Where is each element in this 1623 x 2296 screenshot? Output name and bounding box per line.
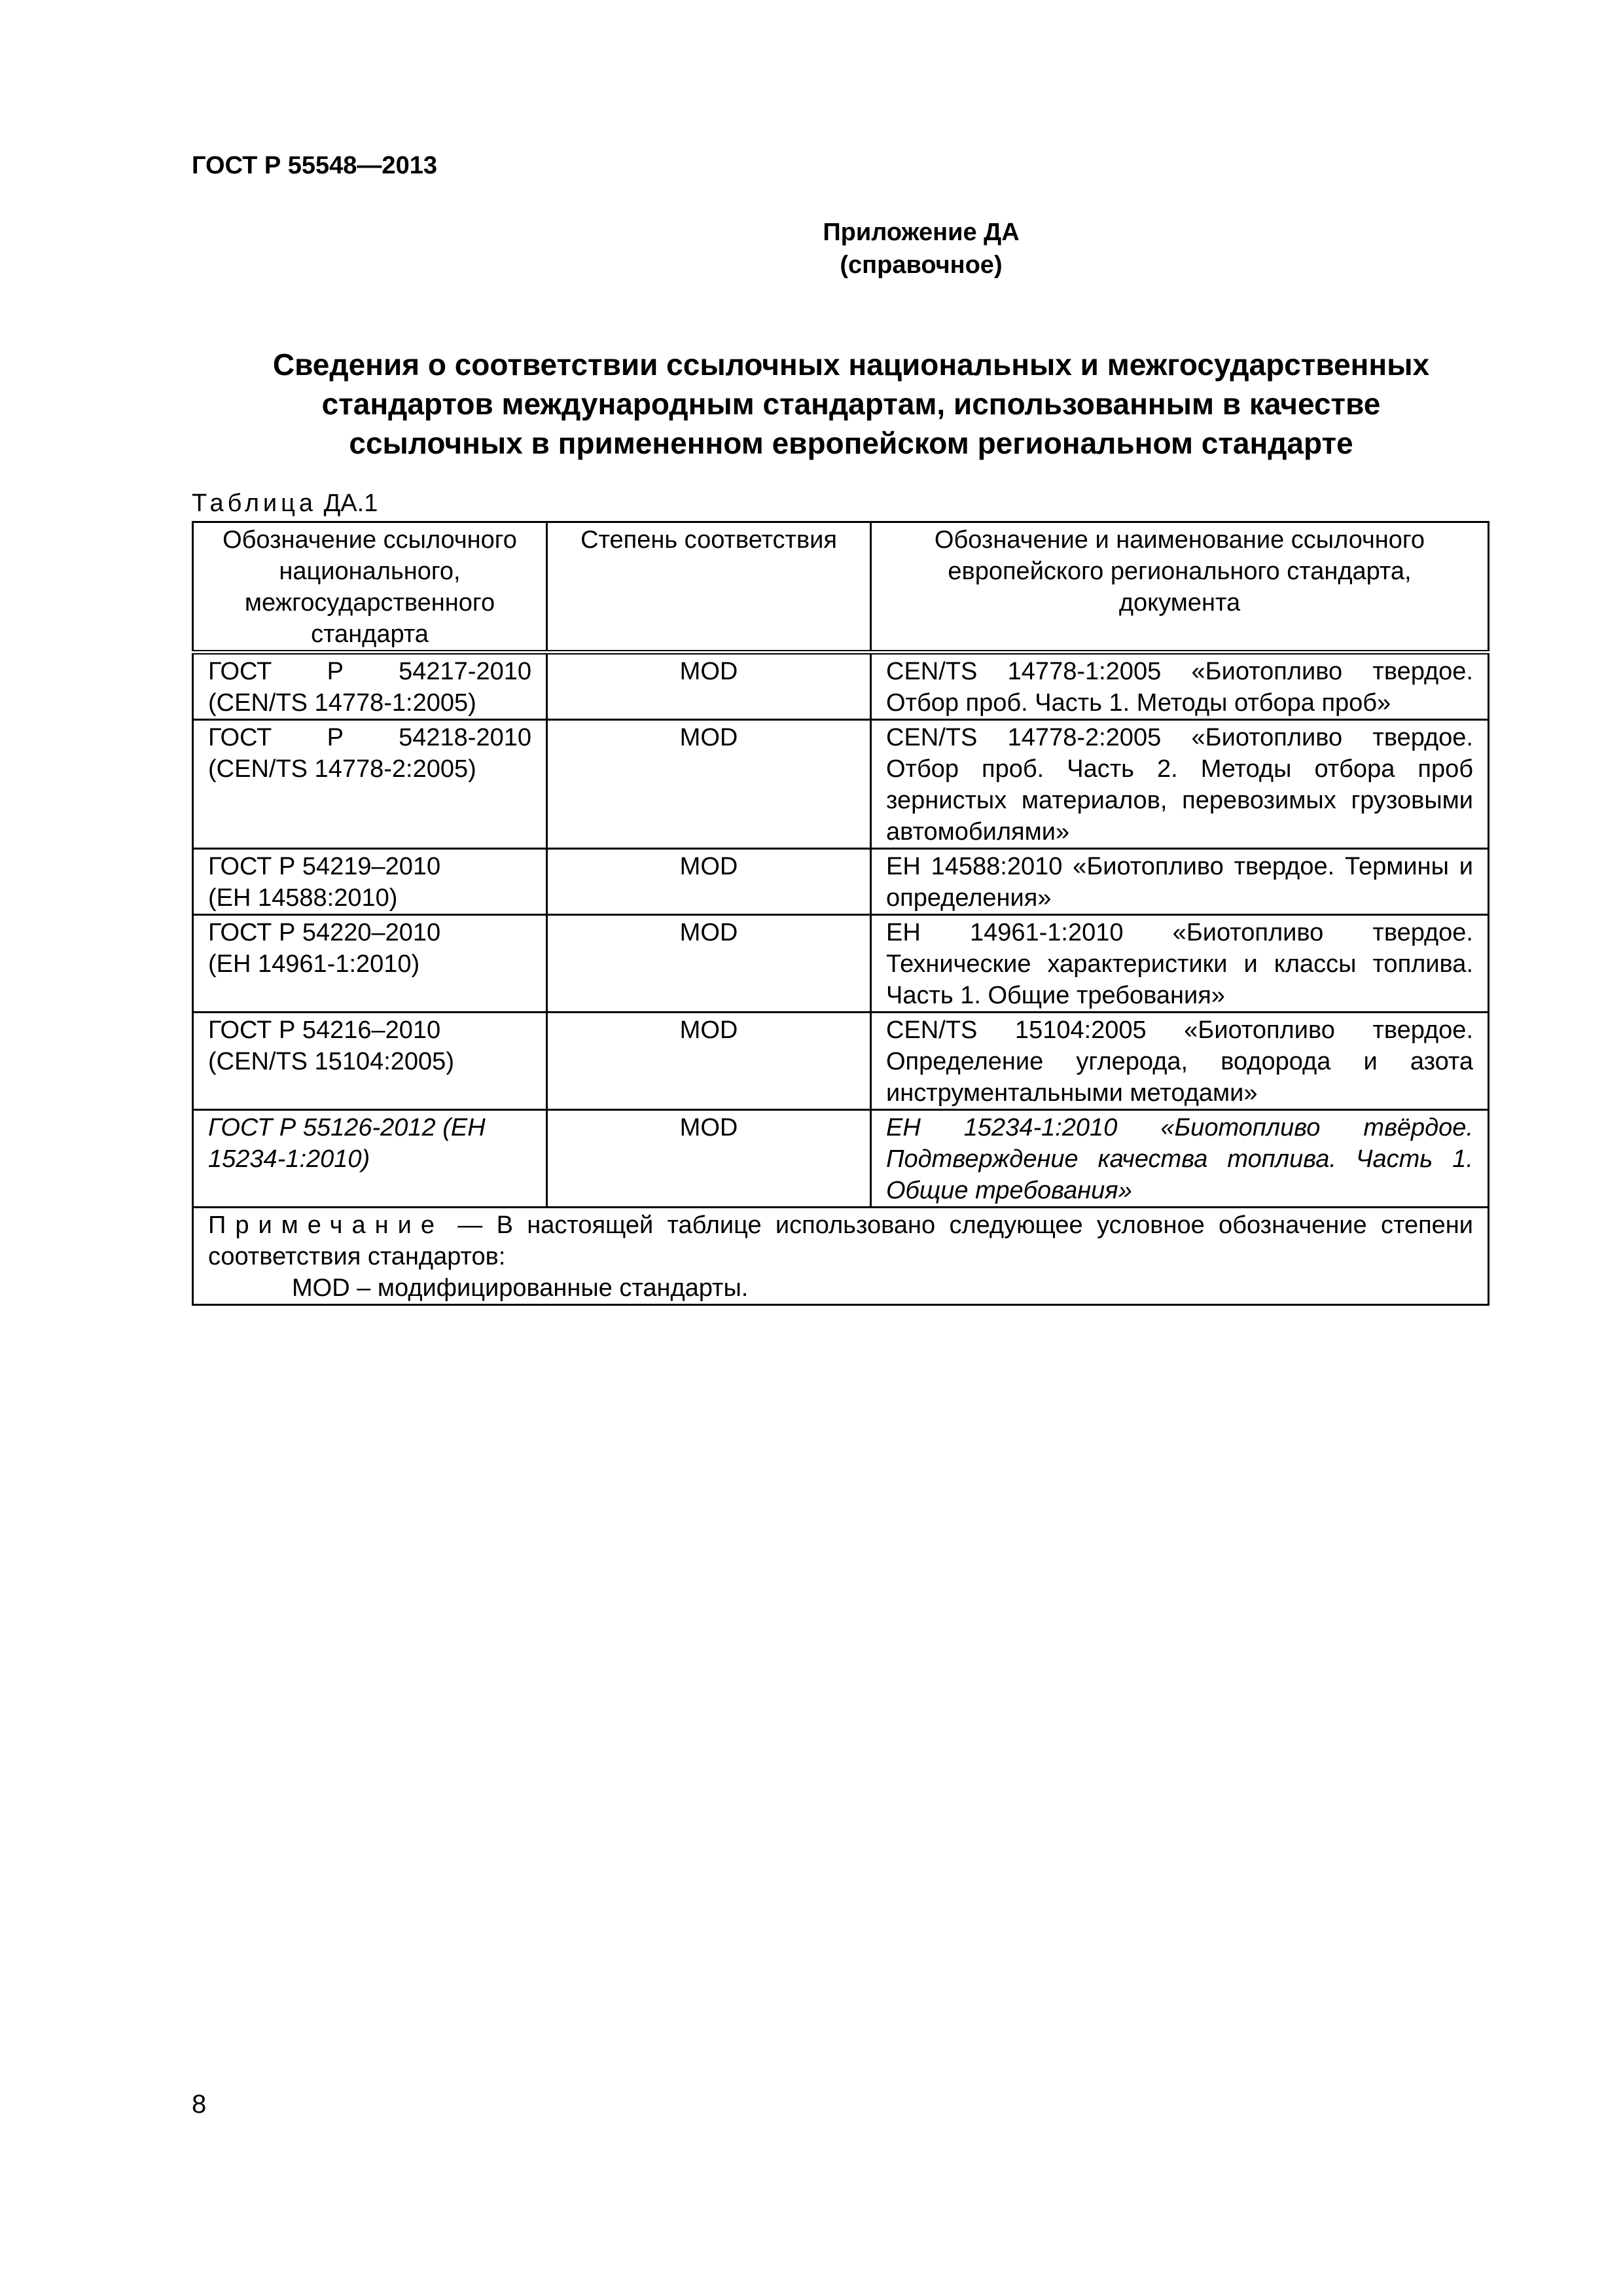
table-caption [192,490,378,518]
national-standard-code: ГОСТ Р 54217-2010 [208,658,531,685]
reference-cell: ЕН 15234-1:2010 «Биотопливо твёрдое. Подтверждение качества топлива. Часть 1. Общие требования» [871,1110,1489,1208]
national-standard-equivalent: (CEN/TS 14778-2:2005) [208,755,476,783]
document-id: ГОСТ Р 55548—2013 [192,152,437,179]
national-standard-cell [193,653,547,720]
table-row [193,720,1489,849]
degree-cell: MOD [547,1110,871,1208]
appendix-label: Приложение ДА [823,219,1020,246]
table-row [193,1013,1489,1110]
degree-cell: MOD [547,653,871,720]
national-standard-code: ГОСТ Р 54219–2010 [208,853,441,880]
table-header-row [193,522,1489,653]
national-standard-equivalent: (ЕН 14961-1:2010) [208,950,420,978]
title-line-1: Сведения о соответствии ссылочных национальных и межгосударственных [272,348,1430,382]
note-label: Примечание [208,1211,444,1239]
note-text [208,1210,1473,1272]
national-standard-cell [193,720,547,849]
table-row [193,849,1489,915]
column-header-national: Обозначение ссылочного национального, межгосударственного стандарта [193,522,547,653]
national-standard-equivalent: (CEN/TS 14778-1:2005) [208,689,476,717]
reference-standards-table [192,521,1489,1306]
table-row [193,1110,1489,1208]
page-number: 8 [192,2090,207,2119]
table-note-row [193,1208,1489,1305]
national-standard-equivalent: 15234-1:2010) [208,1145,370,1173]
reference-cell: CEN/TS 15104:2005 «Биотопливо твердое. Определение углерода, водорода и азота инструментальными методами» [871,1013,1489,1110]
national-standard-equivalent: (CEN/TS 15104:2005) [208,1048,454,1075]
table-caption-word: Таблица [192,490,317,517]
column-header-degree: Степень соответствия [547,522,871,653]
national-standard-equivalent: (ЕН 14588:2010) [208,884,398,912]
table-note [193,1208,1489,1305]
table-row [193,653,1489,720]
appendix-heading [0,216,1623,281]
national-standard-code: ГОСТ Р 55126-2012 (ЕН [208,1114,486,1141]
degree-cell: MOD [547,1013,871,1110]
section-title [192,345,1510,463]
note-body: — В настоящей таблице использовано следующее условное обозначение степени соответствия стандартов: [208,1211,1473,1270]
national-standard-code: ГОСТ Р 54218-2010 [208,724,531,751]
title-line-3: ссылочных в примененном европейском региональном стандарте [349,426,1353,460]
table-row [193,915,1489,1013]
degree-cell: MOD [547,849,871,915]
reference-cell: ЕН 14961-1:2010 «Биотопливо твердое. Технические характеристики и классы топлива. Часть 1. Общие требования» [871,915,1489,1013]
reference-cell: CEN/TS 14778-1:2005 «Биотопливо твердое. Отбор проб. Часть 1. Методы отбора проб» [871,653,1489,720]
reference-cell: ЕН 14588:2010 «Биотопливо твердое. Термины и определения» [871,849,1489,915]
title-line-2: стандартов международным стандартам, использованным в качестве [321,387,1381,421]
national-standard-code: ГОСТ Р 54220–2010 [208,919,441,946]
degree-cell: MOD [547,915,871,1013]
degree-cell: MOD [547,720,871,849]
note-definition: MOD – модифицированные стандарты. [292,1274,749,1302]
national-standard-code: ГОСТ Р 54216–2010 [208,1016,441,1044]
appendix-type: (справочное) [840,251,1003,279]
national-standard-cell [193,849,547,915]
column-header-reference: Обозначение и наименование ссылочного европейского регионального стандарта, документа [871,522,1489,653]
national-standard-cell [193,915,547,1013]
national-standard-cell [193,1110,547,1208]
table-caption-number: ДА.1 [323,490,378,517]
national-standard-cell [193,1013,547,1110]
reference-cell: CEN/TS 14778-2:2005 «Биотопливо твердое. Отбор проб. Часть 2. Методы отбора проб зернистых материалов, перевозимых грузовыми автомобилями» [871,720,1489,849]
